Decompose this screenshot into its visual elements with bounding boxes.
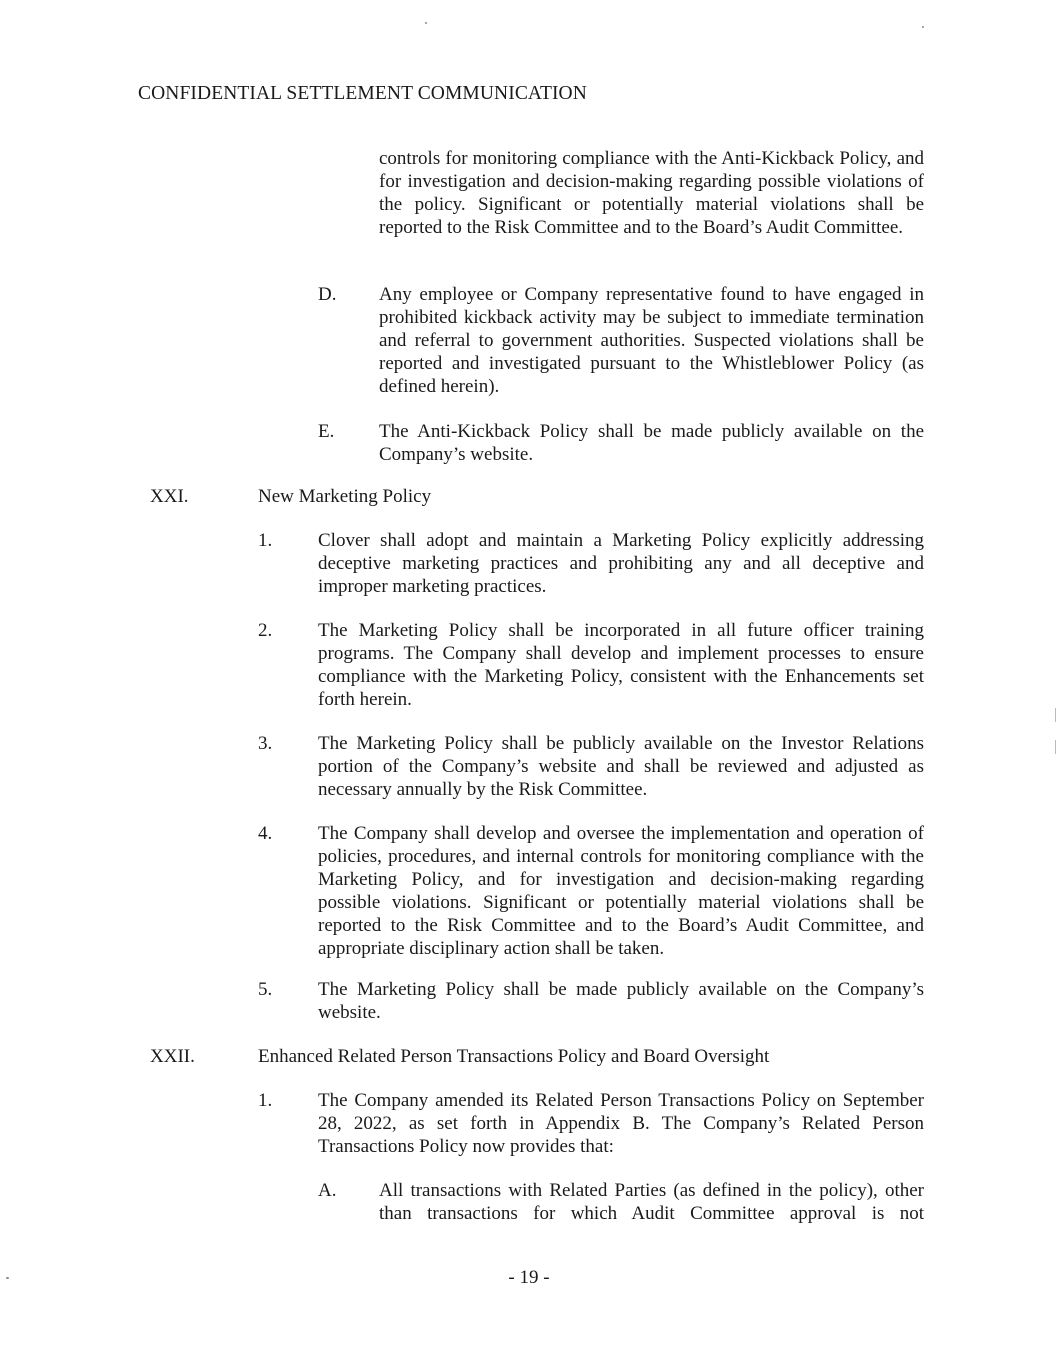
xxi-item-2-text: The Marketing Policy shall be incorporated in all future officer training programs. The Company shall develop and implement processes to ensure compliance with the Marketing Policy, consistent with the Enhancements set forth herein. xyxy=(318,620,924,710)
xxi-item-4-label: 4. xyxy=(258,823,273,844)
xxii-item-1-text: The Company amended its Related Person Transactions Policy on September 28, 2022, as set forth in Appendix B. The Company’s Related Person Transactions Policy now provides that: xyxy=(318,1090,924,1157)
xxii-item-1-label: 1. xyxy=(258,1090,273,1111)
xxi-item-5-label: 5. xyxy=(258,979,273,1000)
section-xxi-number: XXI. xyxy=(150,486,189,507)
item-d-label: D. xyxy=(318,284,337,305)
xxi-item-5-text: The Marketing Policy shall be made publicly available on the Company’s website. xyxy=(318,979,924,1023)
item-e-label: E. xyxy=(318,421,335,442)
xxii-subitem-a-text: All transactions with Related Parties (as defined in the policy), other than transactions for which Audit Committee approval is not xyxy=(379,1180,924,1224)
xxi-item-3-text: The Marketing Policy shall be publicly available on the Investor Relations portion of the Company’s website and shall be reviewed and adjusted as necessary annually by the Risk Committee. xyxy=(318,733,924,800)
xxi-item-3-label: 3. xyxy=(258,733,273,754)
section-xxi-title: New Marketing Policy xyxy=(258,486,432,507)
intro-paragraph: controls for monitoring compliance with the Anti-Kickback Policy, and for investigation and decision-making regarding possible violations of the policy. Significant or potentially material violations shall be reported to the Risk Committee and to the Board’s Audit Committee. xyxy=(379,148,924,238)
xxii-subitem-a-label: A. xyxy=(318,1180,337,1201)
scan-speck xyxy=(6,1277,9,1279)
section-xxii-title: Enhanced Related Person Transactions Policy and Board Oversight xyxy=(258,1046,770,1067)
scan-edge-mark xyxy=(1055,708,1056,722)
xxi-item-4-text: The Company shall develop and oversee the implementation and operation of policies, procedures, and internal controls for monitoring compliance with the Marketing Policy, and for investigation and decision-making regarding possible violations. Significant or potentially material violations shall be reported to the Risk Committee and to the Board’s Audit Committee, and appropriate disciplinary action shall be taken. xyxy=(318,823,924,959)
scan-edge-mark xyxy=(1055,740,1056,754)
xxi-item-1-text: Clover shall adopt and maintain a Marketing Policy explicitly addressing deceptive marketing practices and prohibiting any and all deceptive and improper marketing practices. xyxy=(318,530,924,597)
item-d-text: Any employee or Company representative found to have engaged in prohibited kickback activity may be subject to immediate termination and referral to government authorities. Suspected violations shall be reported and investigated pursuant to the Whistleblower Policy (as defined herein). xyxy=(379,284,924,397)
scan-speck xyxy=(425,22,427,24)
xxi-item-2-label: 2. xyxy=(258,620,273,641)
section-xxii-number: XXII. xyxy=(150,1046,195,1067)
xxi-item-1-label: 1. xyxy=(258,530,273,551)
confidential-header: CONFIDENTIAL SETTLEMENT COMMUNICATION xyxy=(138,83,587,104)
item-e-text: The Anti-Kickback Policy shall be made publicly available on the Company’s website. xyxy=(379,421,924,465)
page-number: - 19 - xyxy=(508,1267,550,1288)
scan-speck xyxy=(922,26,924,28)
